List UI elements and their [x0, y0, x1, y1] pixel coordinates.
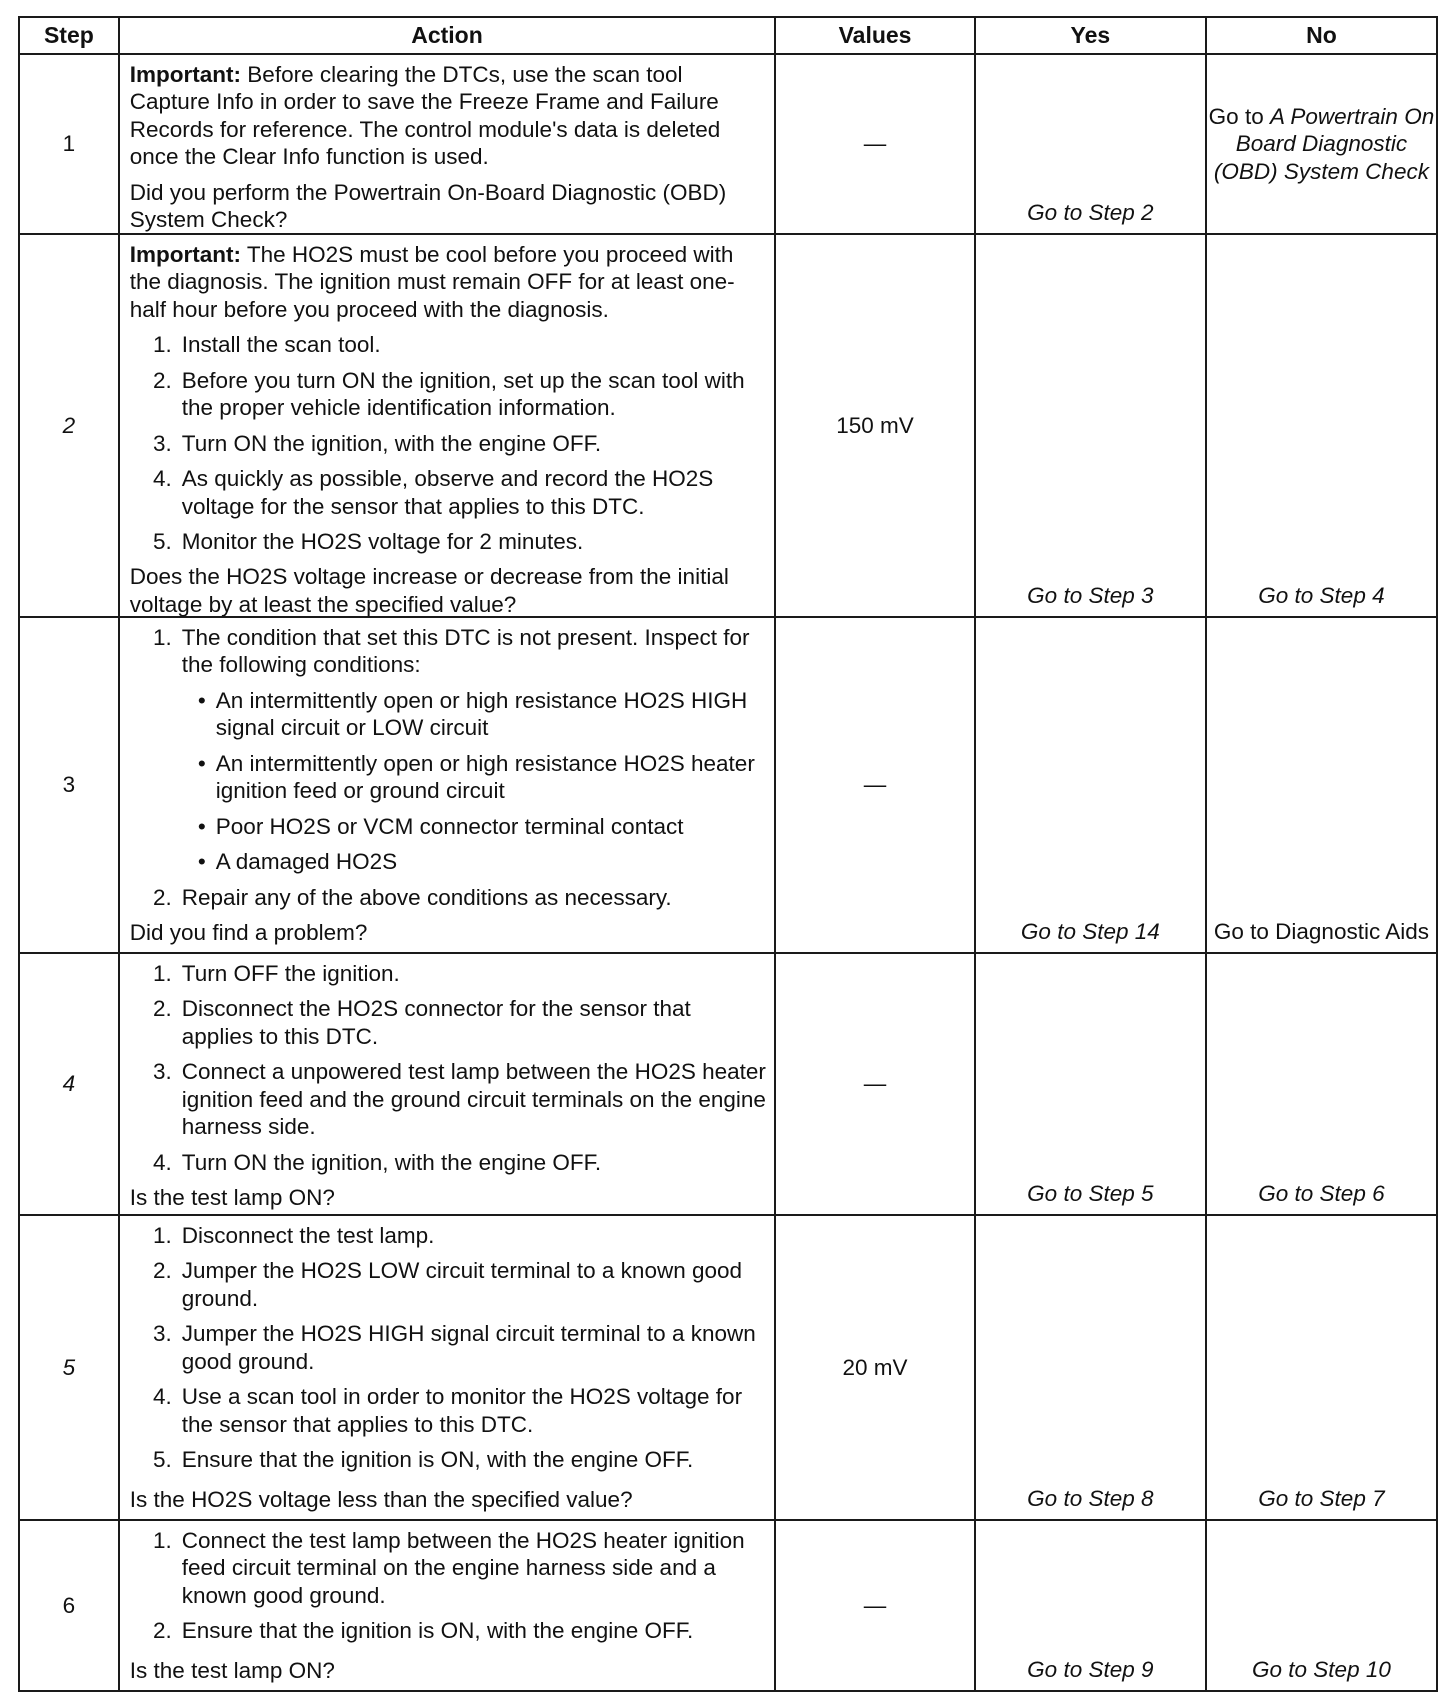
- important-label: Important:: [129, 62, 242, 87]
- no-cell: [1206, 54, 1437, 234]
- header-no: No: [1206, 17, 1437, 54]
- important-text: The HO2S must be cool before you proceed with the diagnosis. The ignition must remain OFF for at least one-half hour before you proceed with the diagnosis.: [129, 242, 735, 322]
- value-cell: —: [775, 617, 975, 953]
- action-cell: [119, 1520, 775, 1691]
- list-item: 1. The condition that set this DTC is not present. Inspect for the following conditions:: [153, 625, 750, 678]
- list-item: 4. As quickly as possible, observe and record the HO2S voltage for the sensor that applies to this DTC.: [153, 466, 714, 519]
- step-number: 4: [19, 953, 119, 1215]
- step-number: 6: [19, 1520, 119, 1691]
- action-cell: [119, 617, 775, 953]
- list-item: 2. Jumper the HO2S LOW circuit terminal to a known good ground.: [153, 1258, 743, 1311]
- question-text: Did you find a problem?: [129, 919, 368, 945]
- value-cell: —: [775, 54, 975, 234]
- step-number: 1: [19, 54, 119, 234]
- table-row-step-5: [19, 1215, 1437, 1520]
- action-cell: [119, 1215, 775, 1520]
- bullet-item: • An intermittently open or high resistance HO2S heater ignition feed or ground circuit: [197, 750, 755, 804]
- list-item: 1. Connect the test lamp between the HO2S heater ignition feed circuit terminal on the engine harness side and a known good ground.: [153, 1528, 745, 1608]
- no-link-text: A Powertrain On Board Diagnostic (OBD) System Check: [1213, 103, 1435, 184]
- action-cell: [119, 953, 775, 1215]
- important-note: [130, 241, 766, 323]
- value-cell: 20 mV: [775, 1215, 975, 1520]
- list-item: 4. Turn ON the ignition, with the engine OFF.: [153, 1149, 602, 1175]
- no-cell: Go to Step 10: [1206, 1520, 1437, 1691]
- value-cell: —: [775, 953, 975, 1215]
- list-item: 1. Turn OFF the ignition.: [153, 961, 400, 986]
- bullet-item: • Poor HO2S or VCM connector terminal contact: [197, 813, 684, 839]
- list-item: 1. Disconnect the test lamp.: [153, 1223, 435, 1248]
- no-cell: Go to Step 7: [1206, 1215, 1437, 1520]
- no-prefix: Go to: [1208, 103, 1270, 129]
- question-text: Is the test lamp ON?: [129, 1185, 335, 1211]
- list-item: 4. Use a scan tool in order to monitor the HO2S voltage for the sensor that applies to this DTC.: [153, 1384, 743, 1437]
- bullet-item: • An intermittently open or high resistance HO2S HIGH signal circuit or LOW circuit: [197, 687, 748, 741]
- table-row-step-4: [19, 953, 1437, 1215]
- list-item: 2. Ensure that the ignition is ON, with the engine OFF.: [153, 1618, 694, 1644]
- question-text: Is the HO2S voltage less than the specified value?: [129, 1486, 633, 1512]
- yes-cell: Go to Step 5: [975, 953, 1206, 1215]
- no-cell: Go to Step 6: [1206, 953, 1437, 1215]
- table-row-step-3: [19, 617, 1437, 953]
- list-item: 1. Install the scan tool.: [153, 332, 381, 358]
- yes-cell: Go to Step 2: [975, 54, 1206, 234]
- list-item: 3. Turn ON the ignition, with the engine OFF.: [153, 430, 602, 456]
- yes-cell: Go to Step 3: [975, 234, 1206, 617]
- list-item: 2. Disconnect the HO2S connector for the sensor that applies to this DTC.: [153, 996, 691, 1049]
- list-item: 2. Before you turn ON the ignition, set up the scan tool with the proper vehicle identification information.: [153, 367, 745, 421]
- table-row-step-2: [19, 234, 1437, 617]
- value-cell: 150 mV: [775, 234, 975, 617]
- question-text: Does the HO2S voltage increase or decrease from the initial voltage by at least the specified value?: [129, 564, 729, 617]
- header-row: [19, 17, 1437, 54]
- list-item: 3. Connect a unpowered test lamp between the HO2S heater ignition feed and the ground circuit terminals on the engine harness side.: [153, 1059, 766, 1140]
- value-cell: —: [775, 1520, 975, 1691]
- step-number: 3: [19, 617, 119, 953]
- header-step: Step: [19, 17, 119, 54]
- table-row-step-1: [19, 54, 1437, 234]
- important-label: Important:: [129, 242, 242, 267]
- question-text: Is the test lamp ON?: [129, 1657, 335, 1683]
- list-item: 5. Ensure that the ignition is ON, with the engine OFF.: [153, 1447, 694, 1473]
- step-number: 2: [19, 234, 119, 617]
- list-item: 2. Repair any of the above conditions as necessary.: [153, 884, 672, 910]
- important-note: [130, 61, 766, 171]
- yes-cell: Go to Step 14: [975, 617, 1206, 953]
- bullet-item: • A damaged HO2S: [197, 849, 398, 875]
- header-yes: Yes: [975, 17, 1206, 54]
- step-number: 5: [19, 1215, 119, 1520]
- diagnostic-table: [18, 16, 1438, 1692]
- action-cell: [119, 234, 775, 617]
- no-cell: Go to Step 4: [1206, 234, 1437, 617]
- yes-cell: Go to Step 9: [975, 1520, 1206, 1691]
- list-item: 3. Jumper the HO2S HIGH signal circuit terminal to a known good ground.: [153, 1321, 756, 1374]
- table-row-step-6: [19, 1520, 1437, 1691]
- question-text: Did you perform the Powertrain On-Board Diagnostic (OBD) System Check?: [129, 179, 727, 233]
- header-action: Action: [119, 17, 775, 54]
- list-item: 5. Monitor the HO2S voltage for 2 minutes.: [153, 528, 584, 554]
- action-cell: [119, 54, 775, 234]
- yes-cell: Go to Step 8: [975, 1215, 1206, 1520]
- header-values: Values: [775, 17, 975, 54]
- important-text: Before clearing the DTCs, use the scan tool Capture Info in order to save the Freeze Frame and Failure Records for reference. The control module's data is deleted once the Clear Info function is used.: [129, 62, 721, 170]
- no-cell: Go to Diagnostic Aids: [1206, 617, 1437, 953]
